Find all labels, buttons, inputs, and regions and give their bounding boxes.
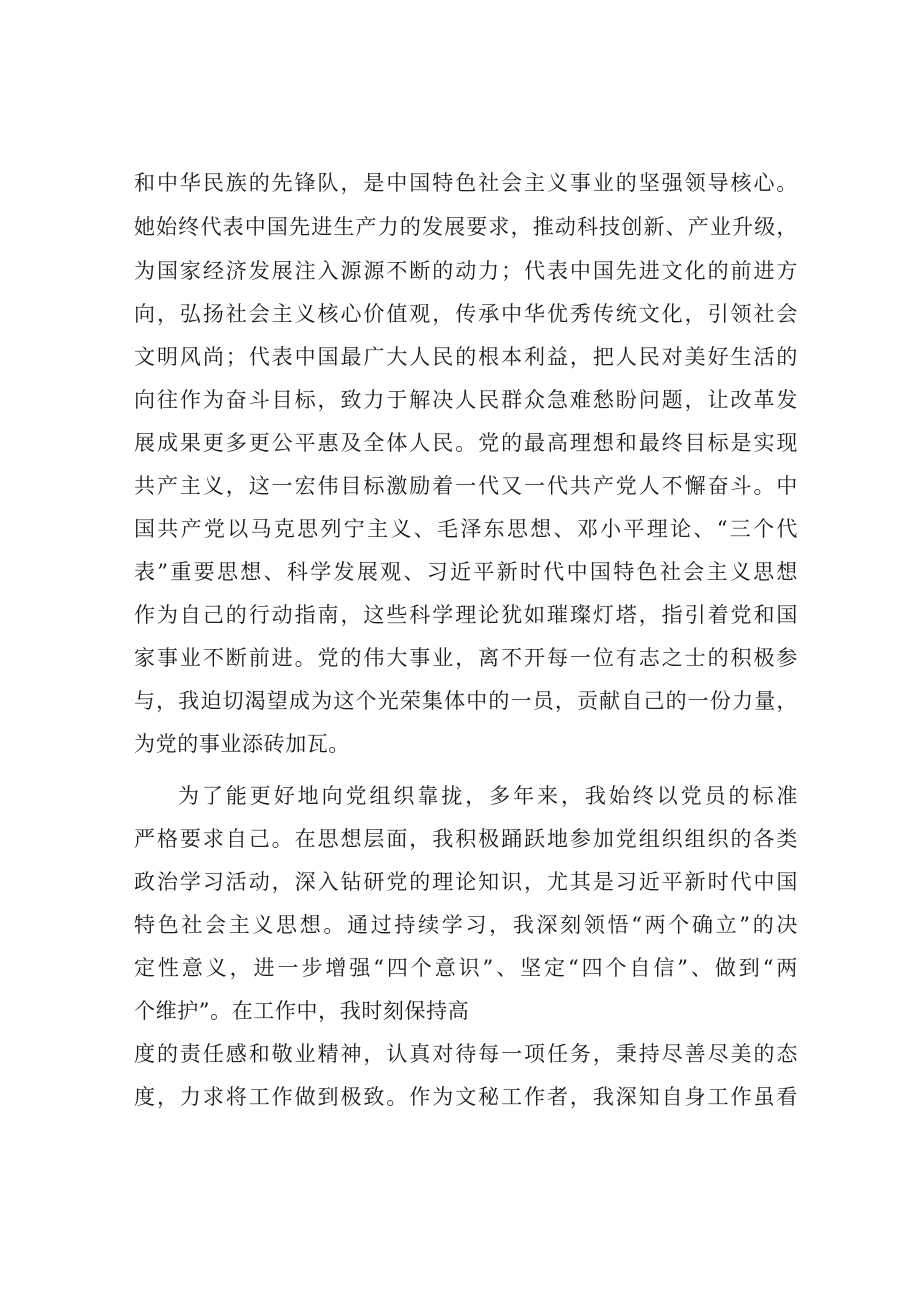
paragraph2-line-5: 定性意义，进一步增强“四个意识”、坚定“四个自信”、做到“两 [134, 956, 798, 980]
paragraph-line-9: 国共产党以马克思列宁主义、毛泽东思想、邓小平理论、“三个代 [134, 517, 798, 541]
paragraph-line-13: 与，我迫切渴望成为这个光荣集体中的一员，贡献自己的一份力量， [134, 689, 798, 713]
paragraph2-line-8: 度，力求将工作做到极致。作为文秘工作者，我深知自身工作虽看 [134, 1085, 798, 1109]
paragraph2-line-7: 度的责任感和敬业精神，认真对待每一项任务，秉持尽善尽美的态 [134, 1042, 798, 1066]
paragraph2-line-1: 为了能更好地向党组织靠拢，多年来，我始终以党员的标准 [178, 784, 798, 808]
paragraph2-line-6: 个维护”。在工作中，我时刻保持高 [134, 999, 470, 1023]
paragraph-line-1: 和中华民族的先锋队，是中国特色社会主义事业的坚强领导核心。 [134, 171, 798, 195]
paragraph-line-8: 共产主义，这一宏伟目标激励着一代又一代共产党人不懈奋斗。中 [134, 474, 798, 498]
paragraph-line-11: 作为自己的行动指南，这些科学理论犹如璀璨灯塔，指引着党和国 [134, 603, 798, 627]
paragraph-line-14: 为党的事业添砖加瓦。 [134, 732, 350, 756]
paragraph-line-12: 家事业不断前进。党的伟大事业，离不开每一位有志之士的积极参 [134, 646, 798, 670]
paragraph2-line-3: 政治学习活动，深入钻研党的理论知识，尤其是习近平新时代中国 [134, 870, 798, 894]
paragraph-line-4: 向，弘扬社会主义核心价值观，传承中华优秀传统文化，引领社会 [134, 302, 798, 326]
paragraph-line-7: 展成果更多更公平惠及全体人民。党的最高理想和最终目标是实现 [134, 431, 798, 455]
paragraph-line-5: 文明风尚；代表中国最广大人民的根本利益，把人民对美好生活的 [134, 345, 798, 369]
paragraph2-line-4: 特色社会主义思想。通过持续学习，我深刻领悟“两个确立”的决 [134, 913, 798, 937]
paragraph-line-10: 表”重要思想、科学发展观、习近平新时代中国特色社会主义思想 [134, 560, 798, 584]
paragraph-line-6: 向往作为奋斗目标，致力于解决人民群众急难愁盼问题，让改革发 [134, 388, 798, 412]
paragraph-line-2: 她始终代表中国先进生产力的发展要求，推动科技创新、产业升级， [134, 215, 798, 239]
paragraph2-line-2: 严格要求自己。在思想层面，我积极踊跃地参加党组织组织的各类 [134, 827, 798, 851]
paragraph-line-3: 为国家经济发展注入源源不断的动力；代表中国先进文化的前进方 [134, 259, 798, 283]
